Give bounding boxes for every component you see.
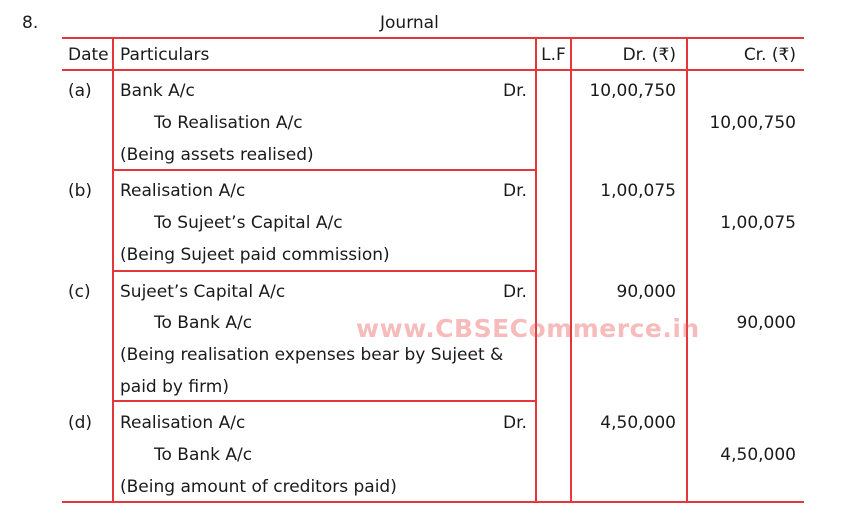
debit-account: Realisation A/c: [120, 181, 246, 201]
credit-account: To Realisation A/c: [154, 113, 303, 133]
lf-column-rule: [570, 37, 572, 503]
dr-marker: Dr.: [503, 181, 527, 201]
debit-account: Realisation A/c: [120, 413, 246, 433]
dr-column-rule: [686, 37, 688, 503]
entry-separator: [112, 169, 537, 171]
credit-account: To Sujeet’s Capital A/c: [154, 213, 343, 233]
cr-amount: 10,00,750: [709, 113, 796, 133]
entry-date: (d): [68, 413, 93, 433]
narration: (Being amount of creditors paid): [120, 477, 397, 497]
credit-account: To Bank A/c: [154, 445, 253, 465]
entry-date: (a): [68, 81, 92, 101]
header-cr: Cr. (₹): [743, 45, 796, 65]
entry-separator: [112, 400, 537, 402]
debit-account: Bank A/c: [120, 81, 195, 101]
page-title: Journal: [380, 13, 439, 33]
debit-account: Sujeet’s Capital A/c: [120, 282, 286, 302]
entry-date: (b): [68, 181, 93, 201]
entry-separator: [112, 270, 537, 272]
table-top-rule: [62, 37, 804, 39]
cr-amount: 4,50,000: [720, 445, 796, 465]
dr-marker: Dr.: [503, 413, 527, 433]
entry-date: (c): [68, 282, 91, 302]
dr-amount: 1,00,075: [600, 181, 676, 201]
cr-amount: 90,000: [736, 313, 796, 333]
watermark: www.CBSECommerce.in: [356, 314, 700, 343]
question-number: 8.: [22, 13, 39, 33]
narration: (Being realisation expenses bear by Sujeet &: [120, 345, 504, 365]
dr-marker: Dr.: [503, 282, 527, 302]
dr-marker: Dr.: [503, 81, 527, 101]
cr-amount: 1,00,075: [720, 213, 796, 233]
header-lf: L.F: [541, 45, 566, 65]
table-bottom-rule: [62, 501, 804, 503]
header-date: Date: [68, 45, 109, 65]
header-bottom-rule: [62, 69, 804, 71]
dr-amount: 10,00,750: [589, 81, 676, 101]
credit-account: To Bank A/c: [154, 313, 253, 333]
header-dr: Dr. (₹): [622, 45, 676, 65]
narration: (Being Sujeet paid commission): [120, 245, 390, 265]
narration: (Being assets realised): [120, 145, 314, 165]
header-particulars: Particulars: [120, 45, 210, 65]
narration-continued: paid by firm): [120, 377, 229, 397]
dr-amount: 90,000: [616, 282, 676, 302]
dr-amount: 4,50,000: [600, 413, 676, 433]
